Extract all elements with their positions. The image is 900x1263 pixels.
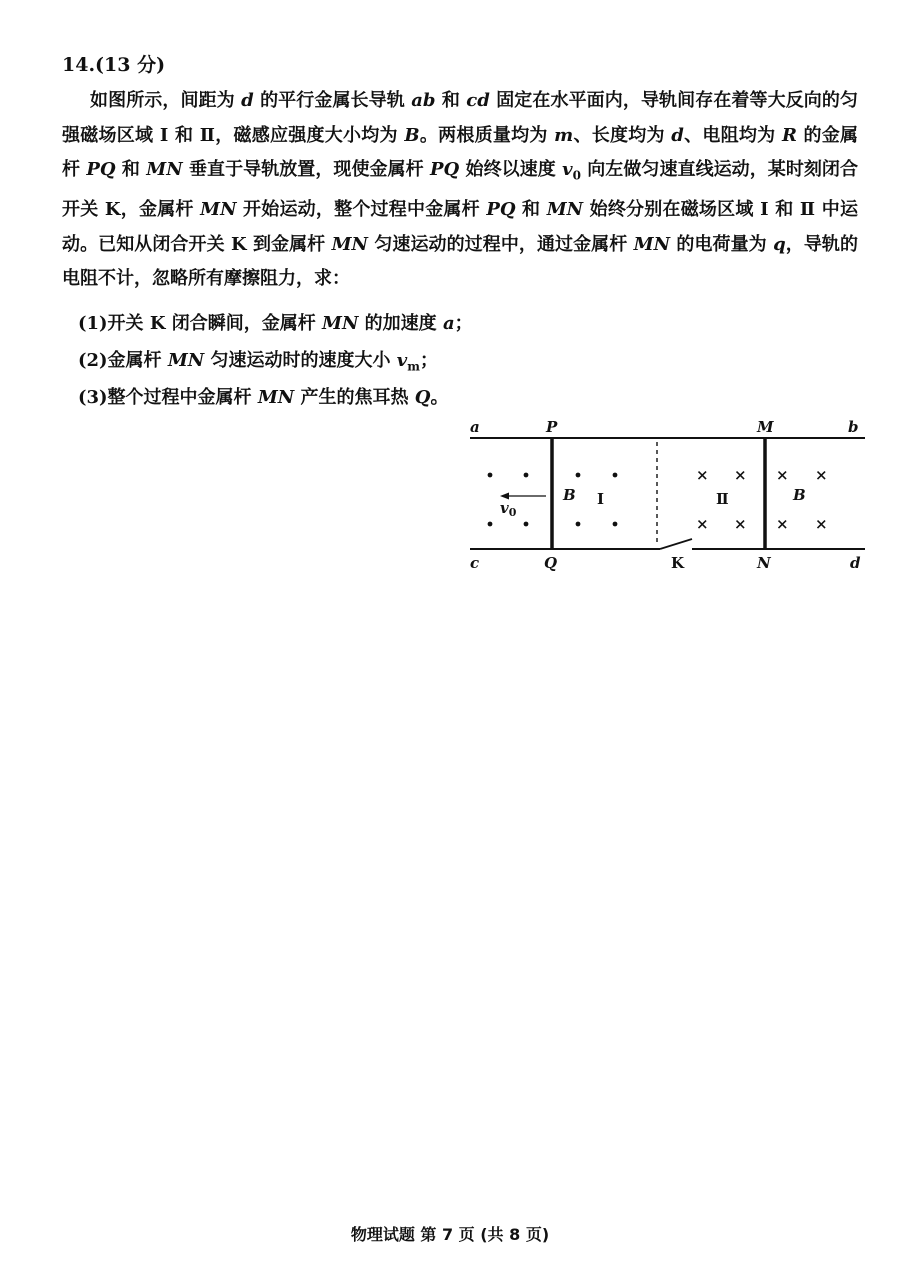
svg-text:×: × — [776, 515, 789, 533]
stem-variable: q — [773, 233, 786, 255]
stem-text: 的金属杆 — [62, 124, 858, 180]
stem-variable: R — [781, 124, 797, 146]
svg-text:×: × — [734, 515, 747, 533]
question-stem — [62, 84, 858, 297]
page-footer: 物理试题 第 7 页 (共 8 页) — [350, 1225, 550, 1244]
svg-text:×: × — [815, 466, 828, 484]
stem-text: 向左做匀速直线运动，某时刻闭合开关 K，金属杆 — [62, 159, 858, 221]
stem-text: 匀速运动的过程中，通过金属杆 — [367, 233, 634, 255]
label-m: M — [757, 418, 774, 436]
stem-variable: MN — [633, 233, 671, 255]
stem-variable: MN — [200, 199, 237, 221]
stem-variable: cd — [466, 90, 490, 111]
sub-question-2: (2)金属杆 MN 匀速运动时的速度大小 $v_m$； — [78, 350, 438, 374]
stem-text: 始终分别在磁场区域 Ⅰ 和 Ⅱ 中运动。已知从闭合开关 K 到金属杆 — [62, 199, 858, 255]
stem-variable: MN — [331, 233, 368, 255]
label-a: a — [470, 418, 480, 436]
label-region-2: Ⅱ — [716, 490, 729, 508]
stem-text: 、长度均为 — [573, 124, 672, 146]
stem-text: 的平行金属长导轨 — [253, 90, 412, 111]
stem-subscript: 0 — [572, 168, 581, 183]
stem-variable: MN — [146, 159, 183, 180]
svg-text:×: × — [696, 466, 709, 484]
label-b: b — [848, 418, 859, 436]
stem-text: 的电荷量为 — [670, 233, 774, 255]
stem-text: 和 — [515, 199, 547, 221]
stem-variable: ab — [411, 90, 436, 111]
v0-label: $v_0$ — [500, 499, 517, 519]
stem-variable: PQ — [86, 159, 116, 180]
switch-k — [660, 539, 692, 549]
label-d: d — [850, 554, 861, 572]
stem-text: 垂直于导轨放置，现使金属杆 — [182, 159, 430, 180]
stem-variable: MN — [546, 199, 584, 221]
svg-text:×: × — [815, 515, 828, 533]
label-q: Q — [544, 554, 558, 572]
rails-diagram-svg — [460, 412, 880, 582]
stem-variable: d — [671, 124, 684, 146]
stem-variable: PQ — [429, 159, 460, 180]
stem-text: 。两根质量均为 — [419, 124, 555, 146]
sub-question-3: (3)整个过程中金属杆 MN 产生的焦耳热 Q。 — [78, 387, 449, 408]
stem-variable: v — [562, 159, 573, 180]
stem-variable: d — [241, 90, 254, 111]
svg-text:×: × — [734, 466, 747, 484]
stem-text: 和 — [115, 159, 147, 180]
svg-text:×: × — [696, 515, 709, 533]
stem-variable: m — [554, 124, 574, 146]
circuit-diagram — [460, 412, 880, 582]
label-b-right: B — [793, 486, 806, 504]
label-b-left: B — [563, 486, 576, 504]
stem-text: 和 — [435, 90, 467, 111]
stem-variable: PQ — [486, 199, 516, 221]
label-region-1: Ⅰ — [597, 490, 605, 508]
label-k: K — [671, 554, 685, 572]
sub-question-1: (1)开关 K 闭合瞬间，金属杆 MN 的加速度 a； — [78, 313, 473, 334]
label-n: N — [757, 554, 771, 572]
stem-text: 始终以速度 — [459, 159, 563, 180]
label-p: P — [546, 418, 558, 436]
stem-text: 、电阻均为 — [683, 124, 782, 146]
stem-text: 如图所示，间距为 — [90, 90, 242, 111]
svg-text:×: × — [776, 466, 789, 484]
stem-text: 固定在水平面内，导轨间存在着等大反向的匀强磁场区域 Ⅰ 和 Ⅱ，磁感应强度大小均为 — [62, 90, 858, 146]
question-number: 14.(13 分) — [62, 54, 166, 76]
stem-variable: B — [404, 124, 420, 146]
stem-text: ，导轨的电阻不计，忽略所有摩擦阻力，求： — [62, 233, 858, 290]
label-c: c — [470, 554, 480, 572]
stem-text: 开始运动，整个过程中金属杆 — [236, 199, 487, 221]
